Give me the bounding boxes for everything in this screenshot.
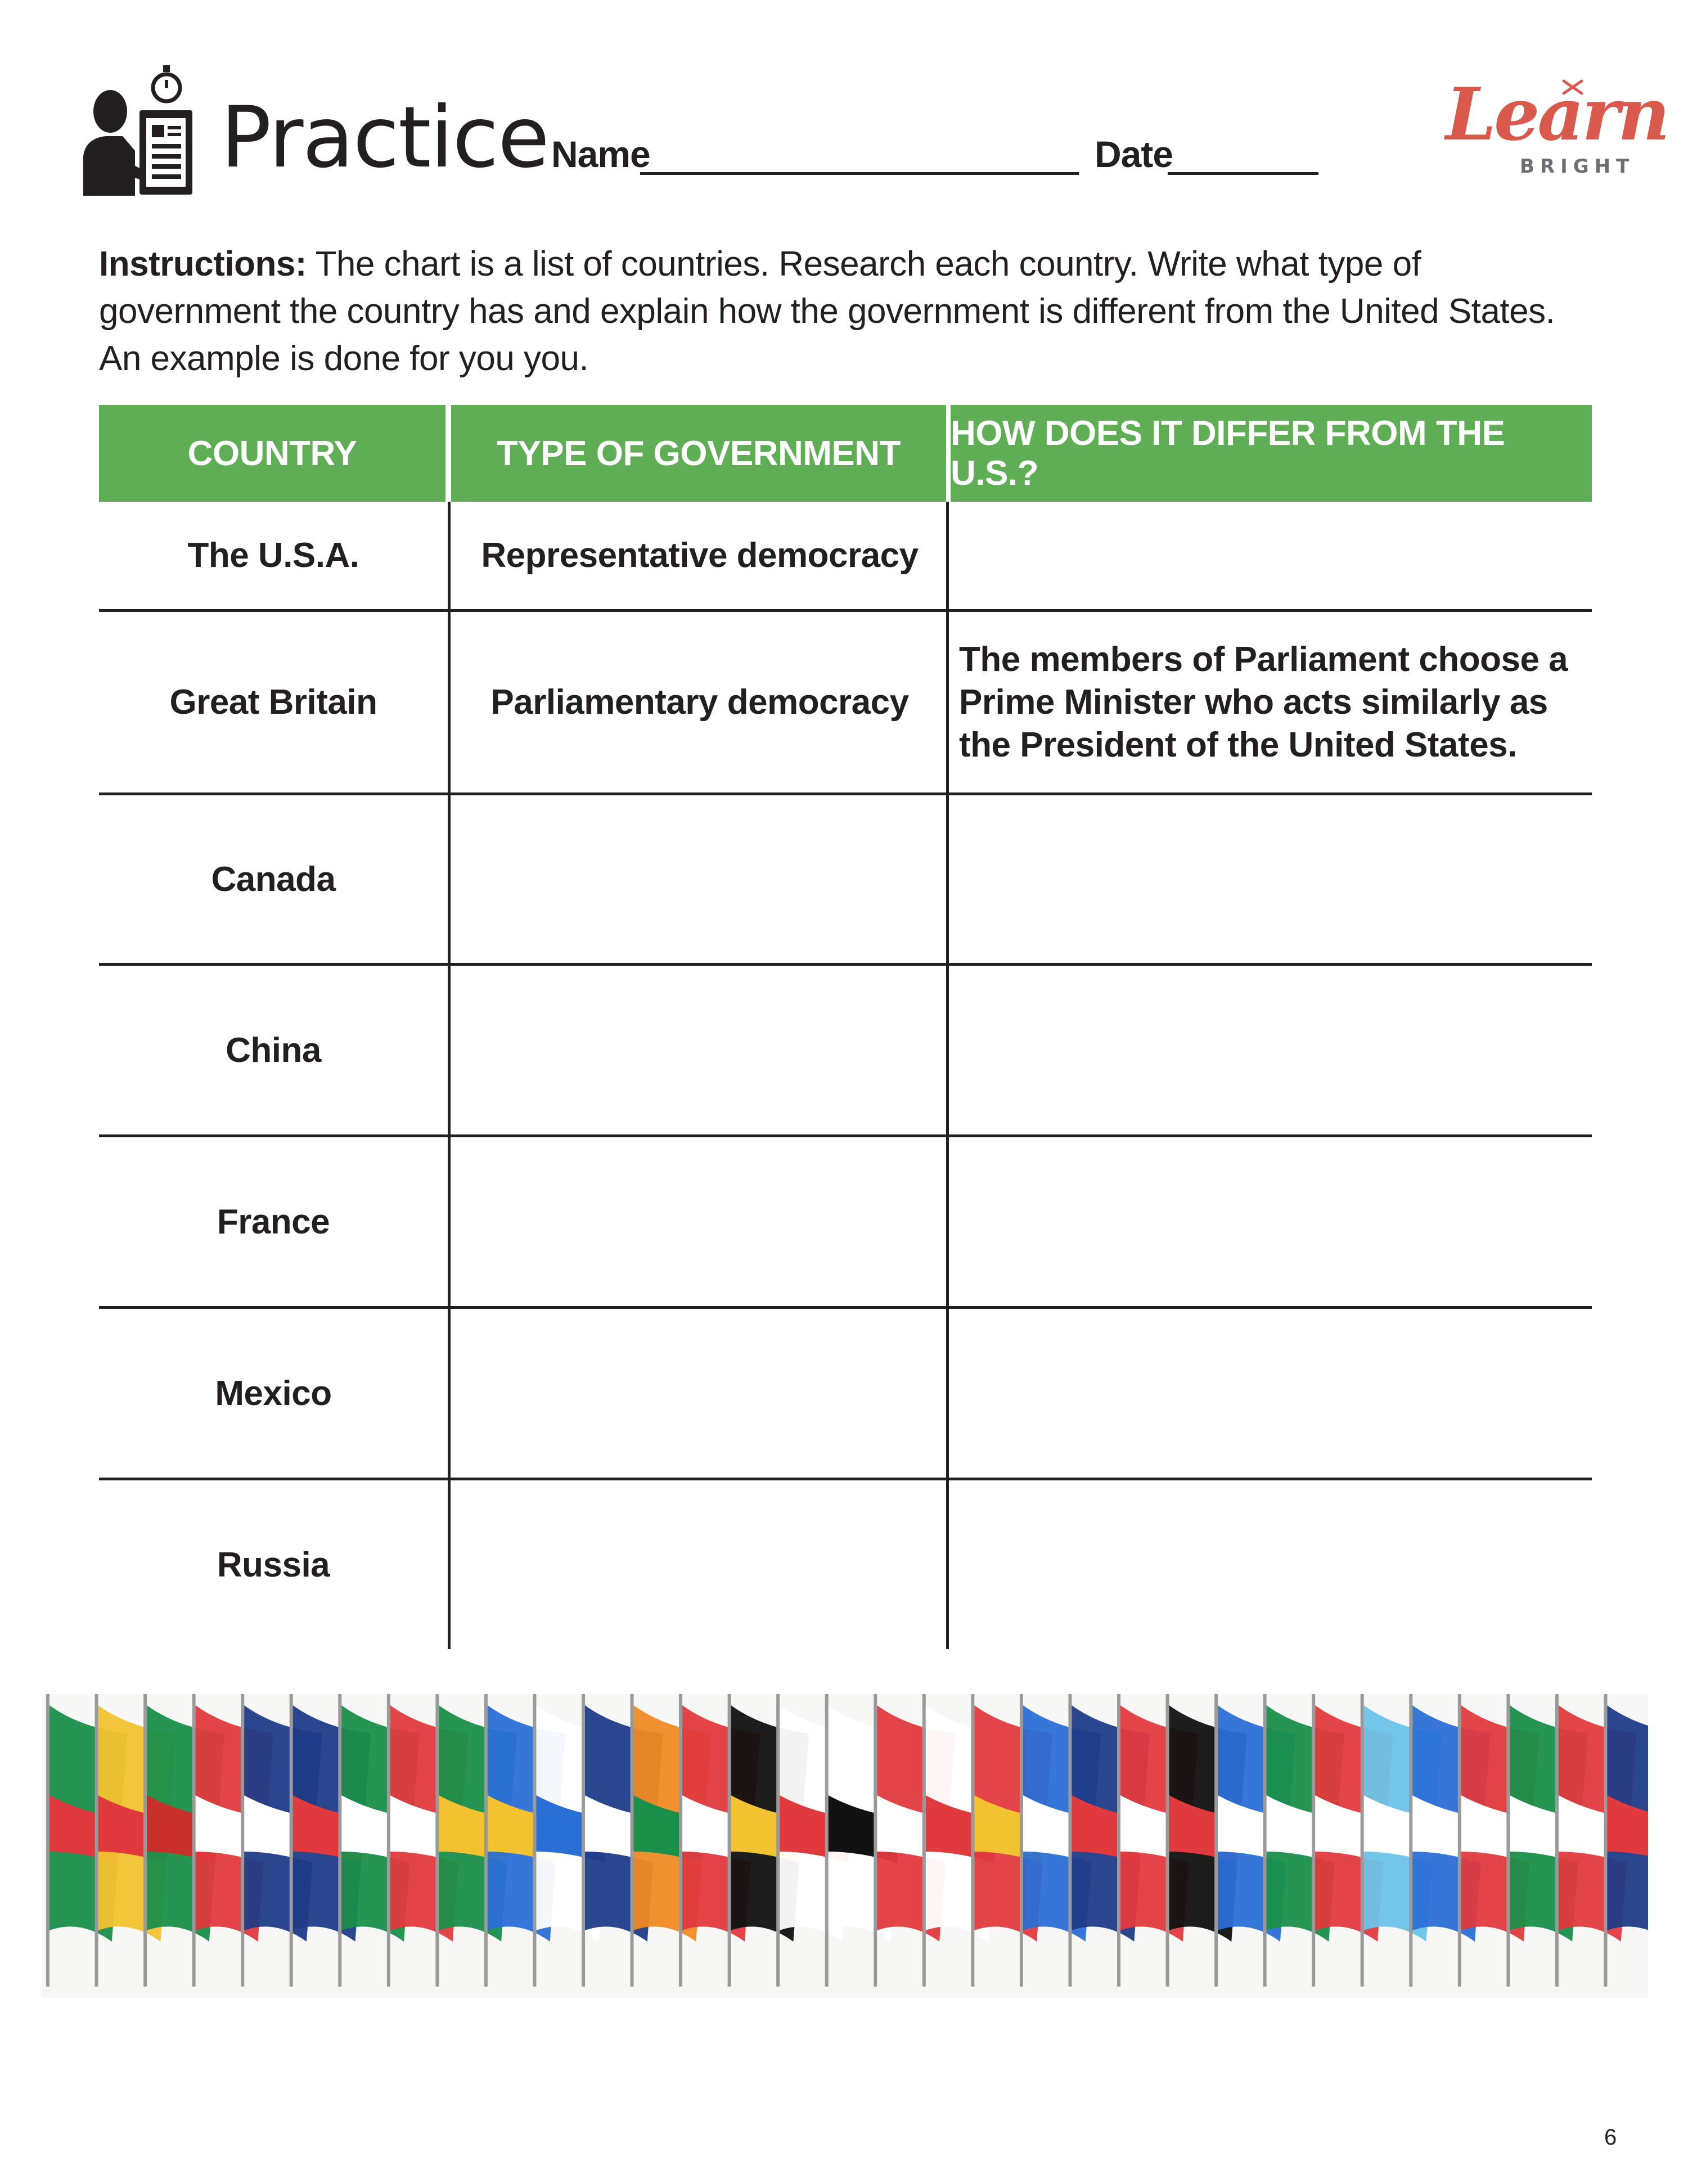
country-cell: China (226, 1030, 321, 1070)
difference-cell[interactable] (946, 502, 1595, 609)
flag-pole (874, 1694, 877, 1987)
instructions-label: Instructions: (99, 245, 307, 283)
instructions-text: The chart is a list of countries. Research each country. Write what type of government the country has and explain how the government is different from the United States. An example is done for you you. (99, 245, 1555, 378)
flag-pole (1312, 1694, 1315, 1987)
flag-pole (776, 1694, 780, 1987)
flag-pole (631, 1694, 634, 1987)
practice-person-icon (83, 61, 196, 196)
name-label: Name (551, 133, 650, 175)
page-number: 6 (1604, 2125, 1617, 2150)
flag-pole (338, 1694, 341, 1987)
difference-cell[interactable] (946, 1309, 1595, 1478)
flag-pole (1458, 1694, 1461, 1987)
flag-pole (1117, 1694, 1120, 1987)
government-table (99, 405, 1592, 1649)
flag-pole (1506, 1694, 1510, 1987)
country-cell: Canada (211, 859, 336, 899)
country-cell: Russia (217, 1545, 330, 1584)
flag-pole (1068, 1694, 1072, 1987)
difference-cell[interactable]: The members of Parliament choose a Prime Minister who acts similarly as the President of the United States. (946, 612, 1595, 792)
flag-pole (387, 1694, 390, 1987)
learn-bright-logo (1440, 73, 1668, 180)
government-cell[interactable] (448, 1137, 949, 1306)
flag-pole (290, 1694, 293, 1987)
government-cell[interactable] (448, 1309, 949, 1478)
government-cell[interactable]: Representative democracy (448, 502, 949, 609)
difference-cell[interactable] (946, 795, 1595, 963)
difference-cell[interactable] (946, 966, 1595, 1134)
flag-pole (533, 1694, 536, 1987)
table-row (99, 966, 1592, 1137)
country-cell: The U.S.A. (187, 536, 359, 575)
flag-pole (679, 1694, 682, 1987)
country-cell: Mexico (215, 1374, 332, 1413)
date-field[interactable] (1168, 172, 1318, 175)
flag-pole (1604, 1694, 1607, 1987)
table-header (99, 405, 1592, 502)
flag-pole (922, 1694, 926, 1987)
flag-pole (728, 1694, 731, 1987)
flag-pole (1361, 1694, 1364, 1987)
difference-cell[interactable] (946, 1137, 1595, 1306)
header-government: TYPE OF GOVERNMENT (451, 405, 946, 502)
logo-learn-text: Learn (1446, 73, 1668, 157)
logo-bright-text: BRIGHT (1520, 155, 1635, 178)
flag-pole (582, 1694, 585, 1987)
world-flags-image (42, 1694, 1648, 1998)
table-row (99, 1309, 1592, 1480)
flag-pole (825, 1694, 829, 1987)
flag-pole (143, 1694, 147, 1987)
government-cell[interactable] (448, 966, 949, 1134)
flag-pole (1214, 1694, 1218, 1987)
flag-pole (484, 1694, 488, 1987)
instructions (99, 241, 1584, 382)
government-cell[interactable]: Parliamentary democracy (448, 612, 949, 792)
flag-pole (192, 1694, 196, 1987)
flag-pole (971, 1694, 974, 1987)
country-cell: France (217, 1202, 330, 1241)
flag-pole (1263, 1694, 1267, 1987)
table-row (99, 502, 1592, 612)
flag-pole (1020, 1694, 1023, 1987)
table-row (99, 1137, 1592, 1309)
flag-pole (1409, 1694, 1412, 1987)
country-cell: Great Britain (169, 683, 377, 722)
flag-pole (241, 1694, 244, 1987)
difference-cell[interactable] (946, 1480, 1595, 1649)
date-label: Date (1095, 133, 1173, 175)
name-field[interactable] (640, 172, 1079, 175)
header-difference: HOW DOES IT DIFFER FROM THE U.S.? (951, 405, 1592, 502)
table-row (99, 612, 1592, 795)
table-row (99, 795, 1592, 966)
flag-pole (46, 1694, 49, 1987)
flag-pole (95, 1694, 98, 1987)
government-cell[interactable] (448, 795, 949, 963)
table-row (99, 1480, 1592, 1649)
flag-pole (1555, 1694, 1559, 1987)
government-cell[interactable] (448, 1480, 949, 1649)
flag-pole (435, 1694, 439, 1987)
header-country: COUNTRY (99, 405, 445, 502)
page-title: Practice (220, 89, 549, 187)
flag-pole (1166, 1694, 1169, 1987)
